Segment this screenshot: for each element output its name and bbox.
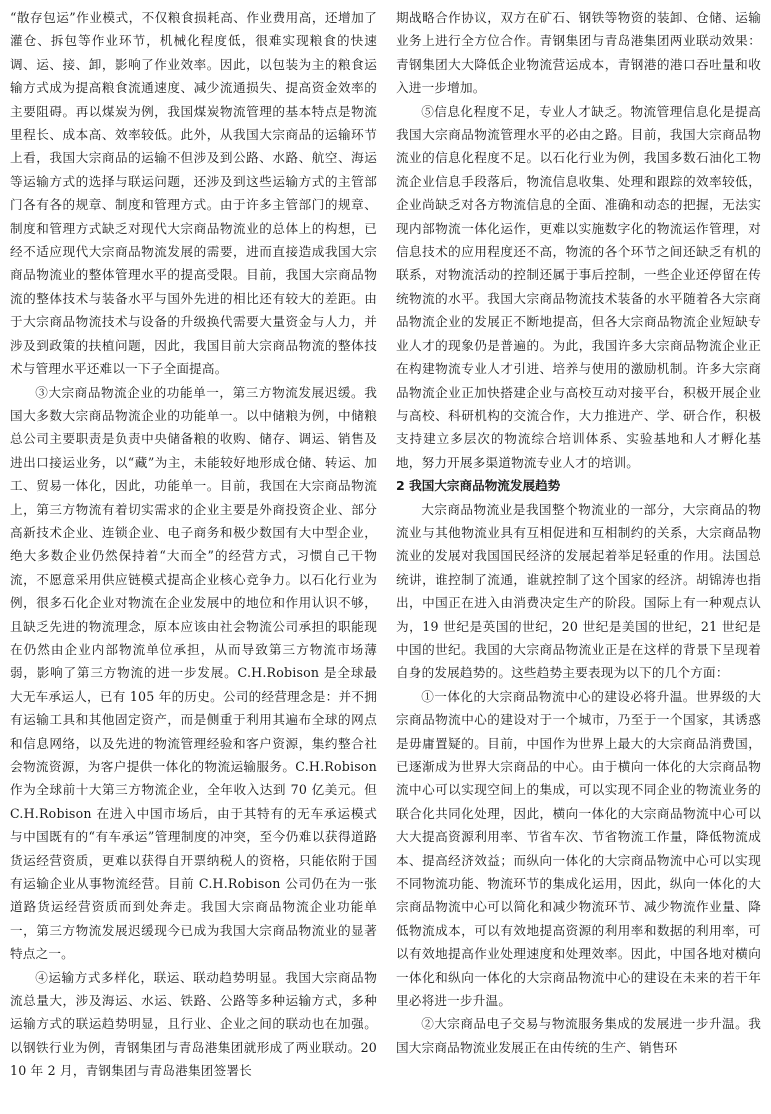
paragraph: 期战略合作协议，双方在矿石、钢铁等物资的装卸、仓储、运输业务上进行全方位合作。青钢集团与青岛港集团两业联动效果：青钢集团大大降低企业物流营运成本，青钢港的港口吞吐量和收入进一步增加。 xyxy=(396,10,761,96)
left-column xyxy=(10,6,377,1114)
paragraph: 大宗商品物流业是我国整个物流业的一部分，大宗商品的物流业与其他物流业具有互相促进和互相制约的关系，大宗商品物流业的发展对我国国民经济的发展起着举足轻重的作用。法国总统讲，谁控制了流通，谁就控制了这个国家的经济。胡锦涛也指出，中国正在进入由消费决定生产的阶段。国际上有一种观点认为，19 世纪是英国的世纪，20 世纪是美国的世纪，21 世纪是中国的世纪。我国的大宗商品物流业正是在这样的背景下呈现着自身的发展趋势的。这些趋势主要表现为以下的几个方面： xyxy=(396,501,761,681)
right-column xyxy=(396,6,761,1114)
section-heading: 2 我国大宗商品物流发展趋势 xyxy=(396,478,561,494)
paragraph: ①一体化的大宗商品物流中心的建设必将升温。世界级的大宗商品物流中心的建设对于一个城市，乃至于一个国家，其诱惑是毋庸置疑的。目前，中国作为世界上最大的大宗商品消费国，已逐渐成为世界大宗商品的中心。由于横向一体化的大宗商品物流中心可以实现空间上的集成，可以实现不同企业的物流业务的联合化共同化处理，因此，横向一体化的大宗商品物流中心可以大大提高资源利用率、节省车次、节省物流工作量，降低物流成本、提高经济效益；而纵向一体化的大宗商品物流中心可以实现不同物流功能、物流环节的集成化运用，因此，纵向一体化的大宗商品物流中心可以简化和减少物流环节、减少物流作业量、降低物流成本，可以有效地提高资源的利用率和数据的利用率，可以有效地提高作业处理速度和处理效率。因此，中国各地对横向一体化和纵向一体化的大宗商品物流中心的建设在未来的若干年里必将进一步升温。 xyxy=(396,688,761,1009)
paragraph: ④运输方式多样化，联运、联动趋势明显。我国大宗商品物流总量大，涉及海运、水运、铁路、公路等多种运输方式，多种运输方式的联运趋势明显，且行业、企业之间的联动也在加强。以钢铁行业为例，青钢集团与青岛港集团就形成了两业联动。2010 年 2 月，青钢集团与青岛港集团签署长 xyxy=(10,969,377,1079)
paragraph: “散存包运”作业模式，不仅粮食损耗高、作业费用高，还增加了灌仓、拆包等作业环节，机械化程度低，很难实现粮食的快速调、运、接、卸，影响了作业效率。因此，以包装为主的粮食运输方式成为提高粮食流通速度、减少流通损失、提高资金效率的主要阻碍。再以煤炭为例，我国煤炭物流管理的基本特点是物流里程长、成本高、效率较低。此外，从我国大宗商品的运输环节上看，我国大宗商品的运输不但涉及到公路、水路、航空、海运等运输方式的选择与联运问题，还涉及到这些运输方式的主管部门各有各的规章、制度和管理方式。由于许多主管部门的规章、制度和管理方式缺乏对现代大宗商品物流业的总体上的构想，已经不适应现代大宗商品物流发展的需要，进而直接造成我国大宗商品物流业的整体管理水平的提高受限。目前，我国大宗商品物流的整体技术与装备水平与国外先进的相比还有较大的差距。由于大宗商品物流技术与设备的升级换代需要大量资金与人力，并涉及到政策的扶植问题，因此，我国目前大宗商品物流的整体技术与管理水平还难以一下子全面提高。 xyxy=(10,10,377,377)
paragraph: ③大宗商品物流企业的功能单一，第三方物流发展迟缓。我国大多数大宗商品物流企业的功能单一。以中储粮为例，中储粮总公司主要职责是负责中央储备粮的收购、储存、调运、销售及进出口接运业务，以“藏”为主，未能较好地形成仓储、转运、加工、贸易一体化，因此，功能单一。目前，我国在大宗商品物流上，第三方物流有着切实需求的企业主要是外商投资企业、部分高新技术企业、连锁企业、电子商务和极少数国有大中型企业，绝大多数企业仍然保持着“大而全”的经营方式，习惯自己干物流，不愿意采用供应链模式提高企业核心竞争力。以石化行业为例，很多石化企业对物流在企业发展中的地位和作用认识不够，且缺乏先进的物流理念，原本应该由社会物流公司承担的职能现在仍然由企业内部物流单位承担，从而导致第三方物流市场薄弱，影响了第三方物流的进一步发展。C.H.Robison 是全球最大无车承运人，已有 105 年的历史。公司的经营理念是：并不拥有运输工具和其他固定资产，而是侧重于利用其遍布全球的网点和信息网络，以及先进的物流管理经验和客户资源，集约整合社会物流资源，为客户提供一体化的物流运输服务。C.H.Robison 作为全球前十大第三方物流企业，全年收入达到 70 亿美元。但 C.H.Robison 在进入中国市场后，由于其特有的无车承运模式与中国既有的“有车承运”管理制度的冲突，至今仍难以获得道路货运经营资质，更难以获得自开票纳税人的资格，只能依附于国有运输企业从事物流经营。目前 C.H.Robison 公司仍在为一张道路货运经营资质而到处奔走。我国大宗商品物流企业功能单一，第三方物流发展迟缓现今已成为我国大宗商品物流业的显著特点之一。 xyxy=(10,384,377,962)
paragraph: ⑤信息化程度不足，专业人才缺乏。物流管理信息化是提高我国大宗商品物流管理水平的必由之路。目前，我国大宗商品物流业的信息化程度不足。以石化行业为例，我国多数石油化工物流企业信息手段落后，物流信息收集、处理和跟踪的效率较低，企业尚缺乏对各方物流信息的全面、准确和动态的把握，无法实现内部物流一体化运作，更难以实施数字化的物流运作管理，对信息技术的应用程度还不高，物流的各个环节之间还缺乏有机的联系，对物流活动的控制还属于事后控制，一些企业还停留在传统物流的水平。我国大宗商品物流技术装备的水平随着各大宗商品物流企业的发展正不断地提高，但各大宗商品物流企业短缺专业人才的现象仍是普遍的。为此，我国许多大宗商品物流企业正在构建物流专业人才引进、培养与使用的激励机制。许多大宗商品物流企业正加快搭建企业与高校互动对接平台，积极开展企业与高校、科研机构的交流合作，大力推进产、学、研合作，积极支持建立多层次的物流综合培训体系、实验基地和人才孵化基地，努力开展多渠道物流专业人才的培训。 xyxy=(396,103,761,470)
paragraph: ②大宗商品电子交易与物流服务集成的发展进一步升温。我国大宗商品物流业发展正在由传统的生产、销售环 xyxy=(396,1016,761,1055)
